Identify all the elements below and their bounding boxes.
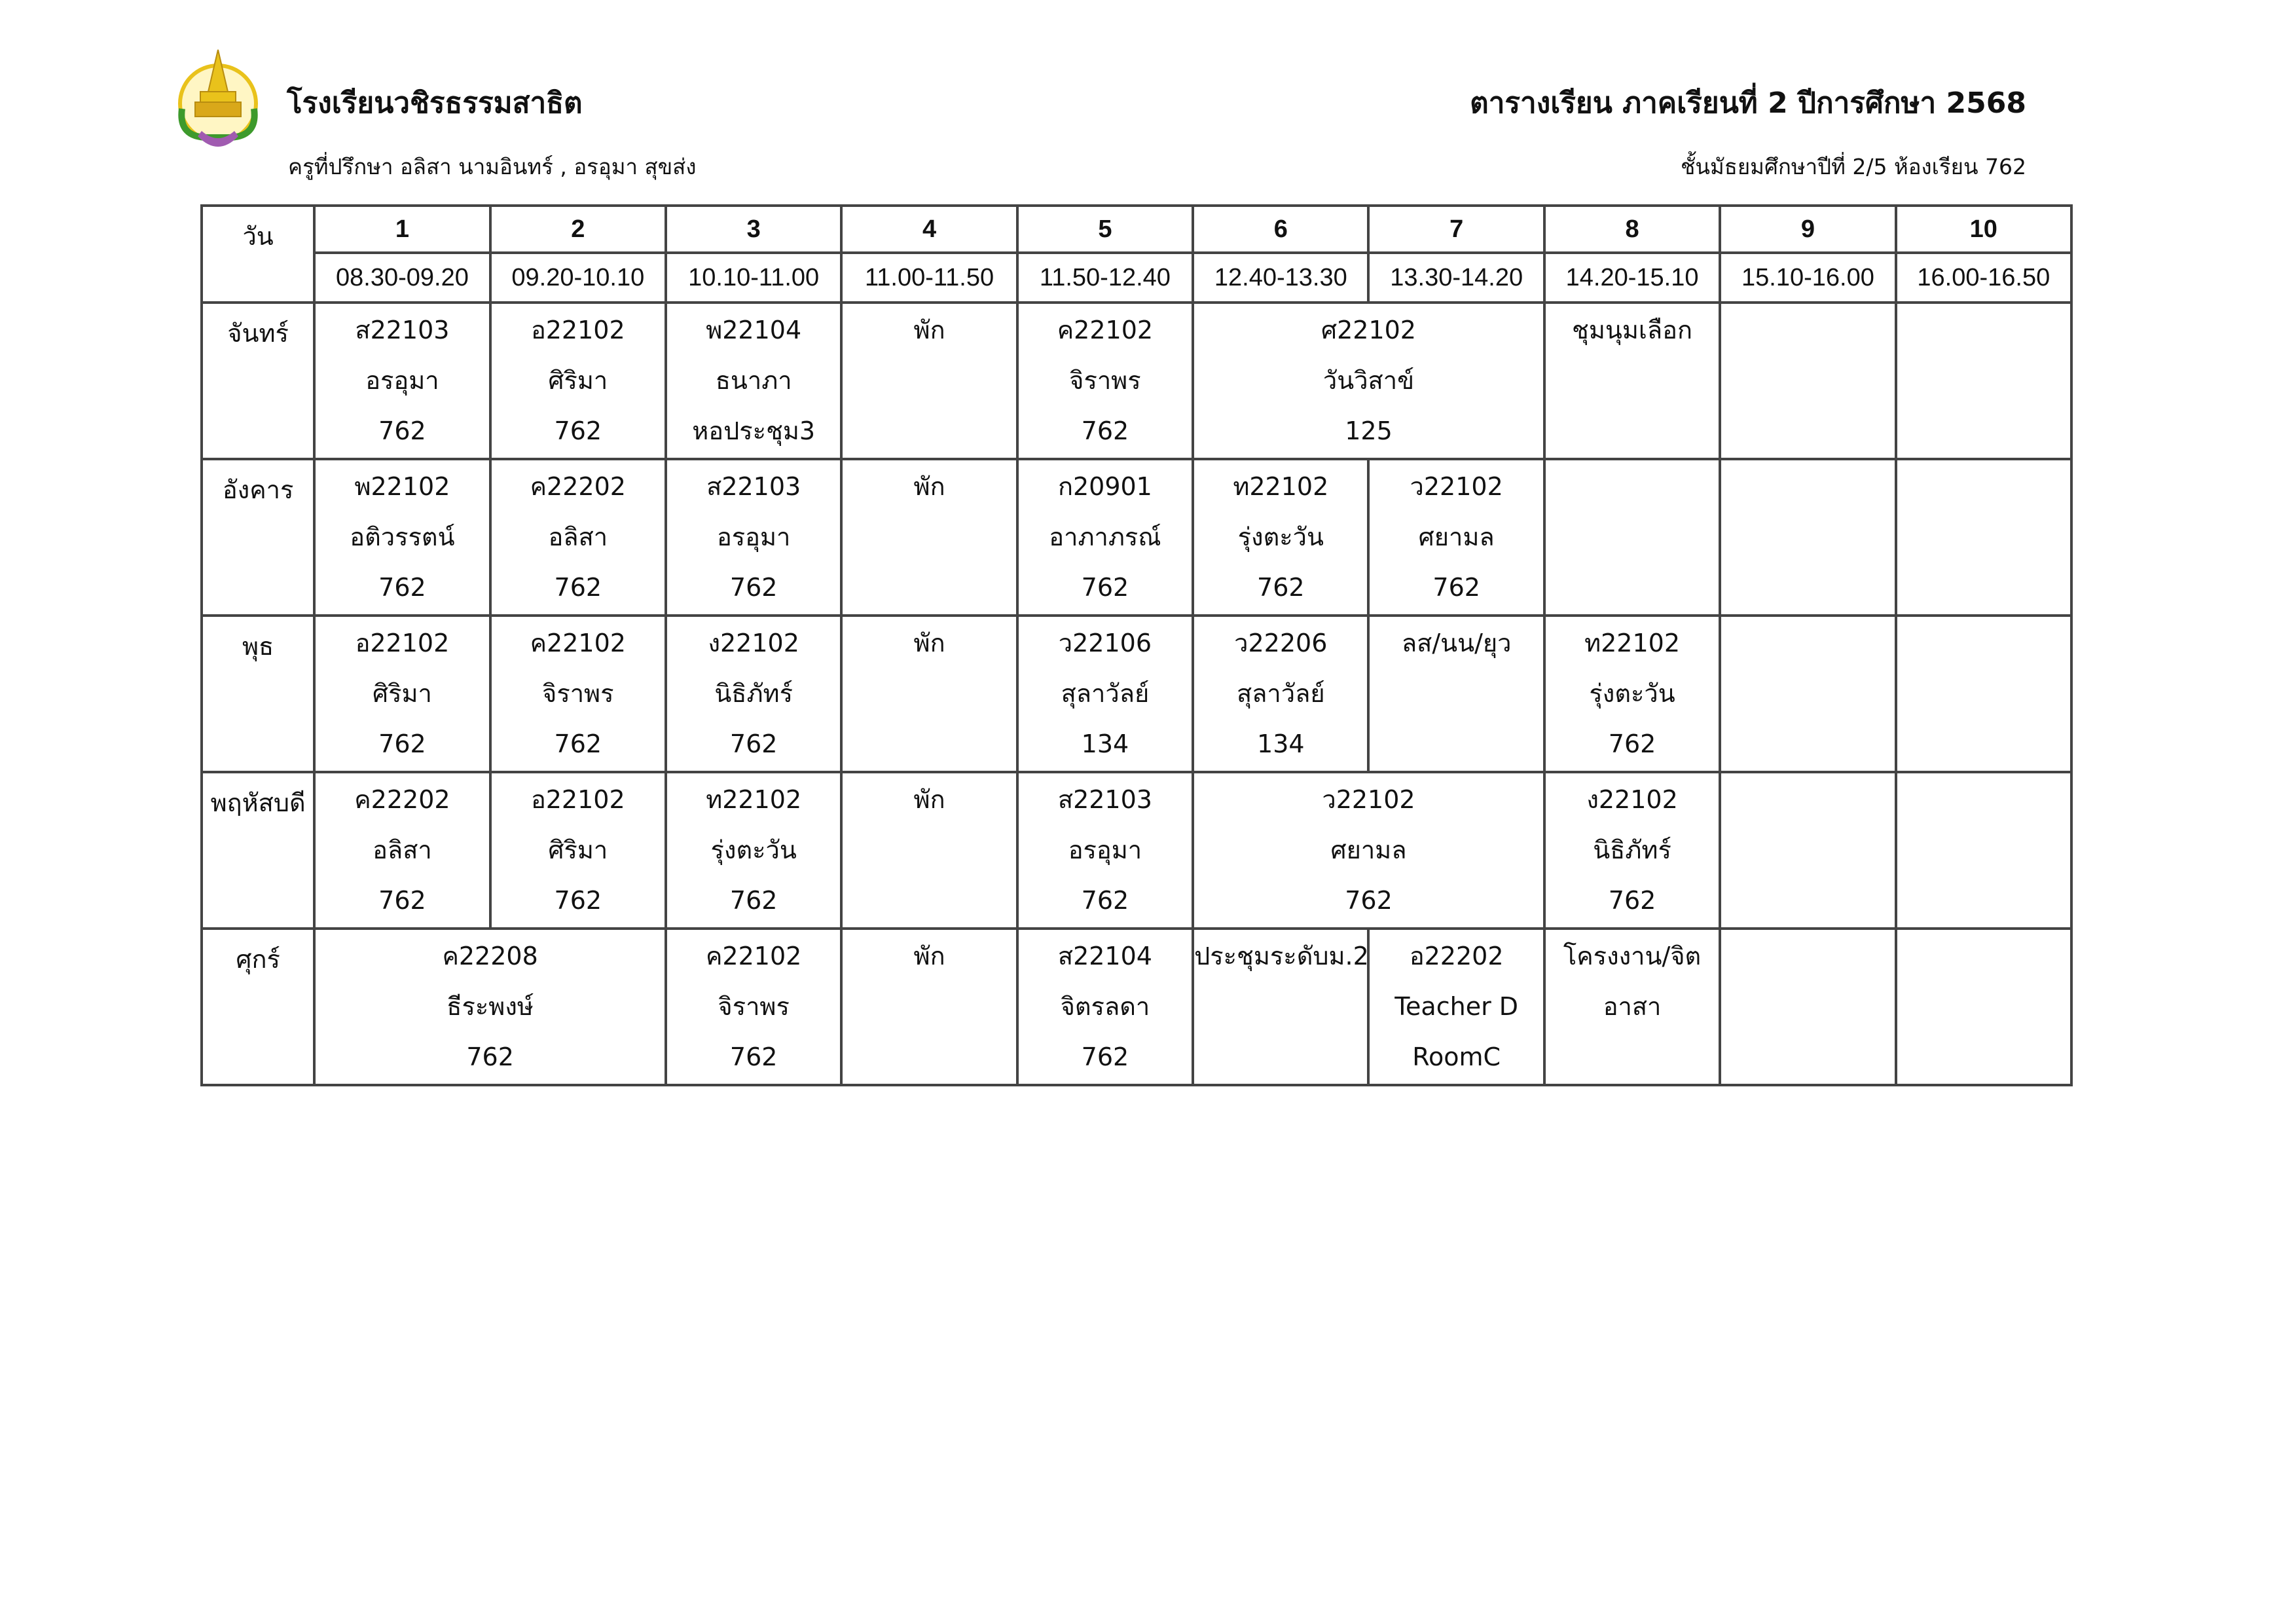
period-number-3: 3 bbox=[666, 206, 841, 253]
room-number: 762 bbox=[554, 886, 602, 915]
teacher-name: ศยามล bbox=[1418, 523, 1495, 551]
subject-code: ว22102 bbox=[1410, 472, 1503, 501]
room-number: 762 bbox=[729, 729, 778, 758]
class-cell bbox=[841, 459, 1017, 616]
school-name: โรงเรียนวชิรธรรมสาธิต bbox=[287, 86, 583, 120]
class-cell bbox=[666, 303, 841, 459]
class-cell bbox=[666, 929, 841, 1085]
teacher-name: อรอุมา bbox=[1068, 836, 1142, 864]
teacher-name: ศิริมา bbox=[372, 679, 432, 708]
subject-code: ส22104 bbox=[1057, 942, 1152, 970]
period-number-7: 7 bbox=[1368, 206, 1544, 253]
day-label: ศุกร์ bbox=[202, 929, 314, 1085]
period-number-4: 4 bbox=[841, 206, 1017, 253]
period-time-7: 13.30-14.20 bbox=[1368, 253, 1544, 303]
empty-cell bbox=[1720, 303, 1895, 459]
subject-code: พ22104 bbox=[706, 316, 802, 344]
day-label: พฤหัสบดี bbox=[202, 772, 314, 929]
teacher-name: ศิริมา bbox=[548, 366, 608, 395]
class-cell bbox=[841, 303, 1017, 459]
teacher-name: ศิริมา bbox=[548, 836, 608, 864]
teacher-name: อลิสา bbox=[373, 836, 432, 864]
timetable bbox=[200, 204, 2073, 1086]
teacher-name: อาภาภรณ์ bbox=[1049, 523, 1161, 551]
class-cell bbox=[1017, 929, 1193, 1085]
period-number-10: 10 bbox=[1896, 206, 2071, 253]
period-time-row bbox=[202, 253, 2071, 303]
class-cell bbox=[490, 772, 666, 929]
subject-code: พัก bbox=[913, 316, 945, 344]
timetable-title: ตารางเรียน ภาคเรียนที่ 2 ปีการศึกษา 2568 bbox=[1470, 86, 2026, 120]
teacher-name: ศยามล bbox=[1330, 836, 1407, 864]
room-number: 762 bbox=[1081, 1043, 1129, 1071]
room-number: 125 bbox=[1345, 416, 1393, 445]
class-cell bbox=[1544, 616, 1720, 772]
day-column-header: วัน bbox=[202, 206, 314, 303]
teacher-name: นิธิภัทร์ bbox=[1593, 836, 1671, 864]
subject-code: พัก bbox=[913, 942, 945, 970]
room-number: 762 bbox=[1081, 573, 1129, 602]
subject-code: ค22102 bbox=[706, 942, 802, 970]
teacher-name: รุ่งตะวัน bbox=[710, 836, 797, 864]
teacher-name: อรอุมา bbox=[716, 523, 791, 551]
subject-code: ค22202 bbox=[530, 472, 626, 501]
day-label: อังคาร bbox=[202, 459, 314, 616]
period-number-1: 1 bbox=[314, 206, 490, 253]
room-number: 762 bbox=[729, 1043, 778, 1071]
subject-code: ค22202 bbox=[354, 785, 450, 814]
subject-code: ว22206 bbox=[1234, 629, 1328, 657]
subject-code: อ22102 bbox=[530, 785, 625, 814]
class-info: ชั้นมัธยมศึกษาปีที่ 2/5 ห้องเรียน 762 bbox=[1681, 154, 2026, 179]
class-cell bbox=[490, 616, 666, 772]
subject-code: ท22102 bbox=[1233, 472, 1329, 501]
advisor-line: ครูที่ปรึกษา อลิสา นามอินทร์ , อรอุมา สุขส่ง bbox=[288, 154, 697, 179]
teacher-name: จิตรลดา bbox=[1060, 992, 1150, 1021]
teacher-name: อรอุมา bbox=[365, 366, 439, 395]
room-number: 762 bbox=[1608, 886, 1656, 915]
teacher-name: รุ่งตะวัน bbox=[1237, 523, 1324, 551]
subject-code: ศ22102 bbox=[1321, 316, 1416, 344]
teacher-name: อลิสา bbox=[548, 523, 608, 551]
school-crest-logo bbox=[172, 46, 264, 157]
class-cell bbox=[841, 616, 1017, 772]
period-time-5: 11.50-12.40 bbox=[1017, 253, 1193, 303]
teacher-name: จิราพร bbox=[1069, 366, 1141, 395]
empty-cell bbox=[1896, 772, 2071, 929]
teacher-name: ธนาภา bbox=[715, 366, 792, 395]
subject-code: พ22102 bbox=[354, 472, 450, 501]
class-cell bbox=[1544, 303, 1720, 459]
subject-code: ก20901 bbox=[1057, 472, 1152, 501]
room-number: 762 bbox=[378, 729, 426, 758]
class-cell bbox=[1193, 303, 1544, 459]
class-cell bbox=[314, 929, 666, 1085]
class-cell bbox=[1017, 459, 1193, 616]
day-row bbox=[202, 303, 2071, 459]
teacher-name: วันวิสาข์ bbox=[1322, 366, 1415, 395]
subject-code: ง22102 bbox=[1586, 785, 1678, 814]
period-number-2: 2 bbox=[490, 206, 666, 253]
class-cell bbox=[666, 616, 841, 772]
subject-code: ส22103 bbox=[706, 472, 801, 501]
period-number-9: 9 bbox=[1720, 206, 1895, 253]
class-cell bbox=[314, 303, 490, 459]
day-row bbox=[202, 772, 2071, 929]
class-cell bbox=[1193, 772, 1544, 929]
period-time-4: 11.00-11.50 bbox=[841, 253, 1017, 303]
subject-code: โครงงาน/จิต bbox=[1563, 942, 1702, 970]
period-time-6: 12.40-13.30 bbox=[1193, 253, 1368, 303]
room-number: 762 bbox=[378, 416, 426, 445]
room-number: 762 bbox=[466, 1043, 514, 1071]
subject-code: ท22102 bbox=[1584, 629, 1681, 657]
room-number: 762 bbox=[554, 729, 602, 758]
subject-code: ลส/นน/ยุว bbox=[1401, 629, 1512, 657]
class-cell bbox=[1368, 929, 1544, 1085]
class-cell bbox=[1017, 616, 1193, 772]
class-cell bbox=[314, 772, 490, 929]
teacher-name: จิราพร bbox=[542, 679, 614, 708]
class-cell bbox=[666, 772, 841, 929]
teacher-name: สุลาวัลย์ bbox=[1236, 679, 1325, 708]
room-number: 762 bbox=[1345, 886, 1393, 915]
class-cell bbox=[314, 616, 490, 772]
room-number: 762 bbox=[729, 573, 778, 602]
room-number: RoomC bbox=[1412, 1043, 1501, 1071]
room-number: 762 bbox=[554, 573, 602, 602]
day-label: จันทร์ bbox=[202, 303, 314, 459]
period-time-9: 15.10-16.00 bbox=[1720, 253, 1895, 303]
period-time-10: 16.00-16.50 bbox=[1896, 253, 2071, 303]
room-number: 762 bbox=[1081, 886, 1129, 915]
period-time-8: 14.20-15.10 bbox=[1544, 253, 1720, 303]
empty-cell bbox=[1896, 929, 2071, 1085]
day-row bbox=[202, 929, 2071, 1085]
empty-cell bbox=[1720, 929, 1895, 1085]
subject-code: ท22102 bbox=[706, 785, 802, 814]
subject-code: ส22103 bbox=[1057, 785, 1152, 814]
empty-cell bbox=[1896, 616, 2071, 772]
subject-code: ประชุมระดับม.2 bbox=[1194, 942, 1369, 970]
subject-code: ค22102 bbox=[530, 629, 626, 657]
subject-code: ว22106 bbox=[1058, 629, 1152, 657]
teacher-name: นิธิภัทร์ bbox=[714, 679, 793, 708]
period-number-6: 6 bbox=[1193, 206, 1368, 253]
teacher-name: รุ่งตะวัน bbox=[1589, 679, 1675, 708]
subject-code: ค22102 bbox=[1057, 316, 1154, 344]
class-cell bbox=[1368, 616, 1544, 772]
empty-cell bbox=[1896, 459, 2071, 616]
period-number-8: 8 bbox=[1544, 206, 1720, 253]
subject-code: ส22103 bbox=[355, 316, 450, 344]
period-time-2: 09.20-10.10 bbox=[490, 253, 666, 303]
empty-cell bbox=[1720, 459, 1895, 616]
room-number: 134 bbox=[1081, 729, 1129, 758]
class-cell bbox=[666, 459, 841, 616]
period-time-3: 10.10-11.00 bbox=[666, 253, 841, 303]
subject-code: ง22102 bbox=[708, 629, 799, 657]
class-cell bbox=[490, 459, 666, 616]
room-number: 762 bbox=[378, 886, 426, 915]
period-time-1: 08.30-09.20 bbox=[314, 253, 490, 303]
class-cell bbox=[314, 459, 490, 616]
class-cell bbox=[1368, 459, 1544, 616]
class-cell bbox=[841, 772, 1017, 929]
class-cell bbox=[1193, 459, 1368, 616]
subject-code: อ22102 bbox=[530, 316, 625, 344]
class-cell bbox=[490, 303, 666, 459]
room-number: หอประชุม3 bbox=[692, 416, 816, 445]
subject-code: พัก bbox=[913, 629, 945, 657]
teacher-name: Teacher D bbox=[1394, 992, 1519, 1021]
room-number: 762 bbox=[729, 886, 778, 915]
room-number: 134 bbox=[1257, 729, 1305, 758]
room-number: 762 bbox=[554, 416, 602, 445]
subject-code: พัก bbox=[913, 785, 945, 814]
room-number: 762 bbox=[378, 573, 426, 602]
class-cell bbox=[1193, 616, 1368, 772]
subject-code: อ22202 bbox=[1409, 942, 1504, 970]
subject-code: ค22208 bbox=[442, 942, 538, 970]
empty-cell bbox=[1720, 772, 1895, 929]
class-cell bbox=[1193, 929, 1368, 1085]
teacher-name: อาสา bbox=[1603, 992, 1662, 1021]
day-row bbox=[202, 616, 2071, 772]
day-row bbox=[202, 459, 2071, 616]
day-label: พุธ bbox=[202, 616, 314, 772]
room-number: 762 bbox=[1257, 573, 1305, 602]
period-number-row bbox=[202, 206, 2071, 253]
empty-cell bbox=[1896, 303, 2071, 459]
room-number: 762 bbox=[1608, 729, 1656, 758]
class-cell bbox=[1017, 303, 1193, 459]
teacher-name: จิราพร bbox=[718, 992, 790, 1021]
room-number: 762 bbox=[1081, 416, 1129, 445]
period-number-5: 5 bbox=[1017, 206, 1193, 253]
class-cell bbox=[1017, 772, 1193, 929]
subject-code: พัก bbox=[913, 472, 945, 501]
class-cell bbox=[1544, 929, 1720, 1085]
class-cell bbox=[1544, 772, 1720, 929]
teacher-name: สุลาวัลย์ bbox=[1061, 679, 1150, 708]
class-cell bbox=[841, 929, 1017, 1085]
empty-cell bbox=[1544, 459, 1720, 616]
room-number: 762 bbox=[1432, 573, 1480, 602]
teacher-name: อติวรรตน์ bbox=[350, 523, 455, 551]
subject-code: ว22102 bbox=[1322, 785, 1415, 814]
subject-code: อ22102 bbox=[355, 629, 450, 657]
subject-code: ชุมนุมเลือก bbox=[1572, 316, 1693, 344]
empty-cell bbox=[1720, 616, 1895, 772]
teacher-name: ธีระพงษ์ bbox=[446, 992, 534, 1021]
